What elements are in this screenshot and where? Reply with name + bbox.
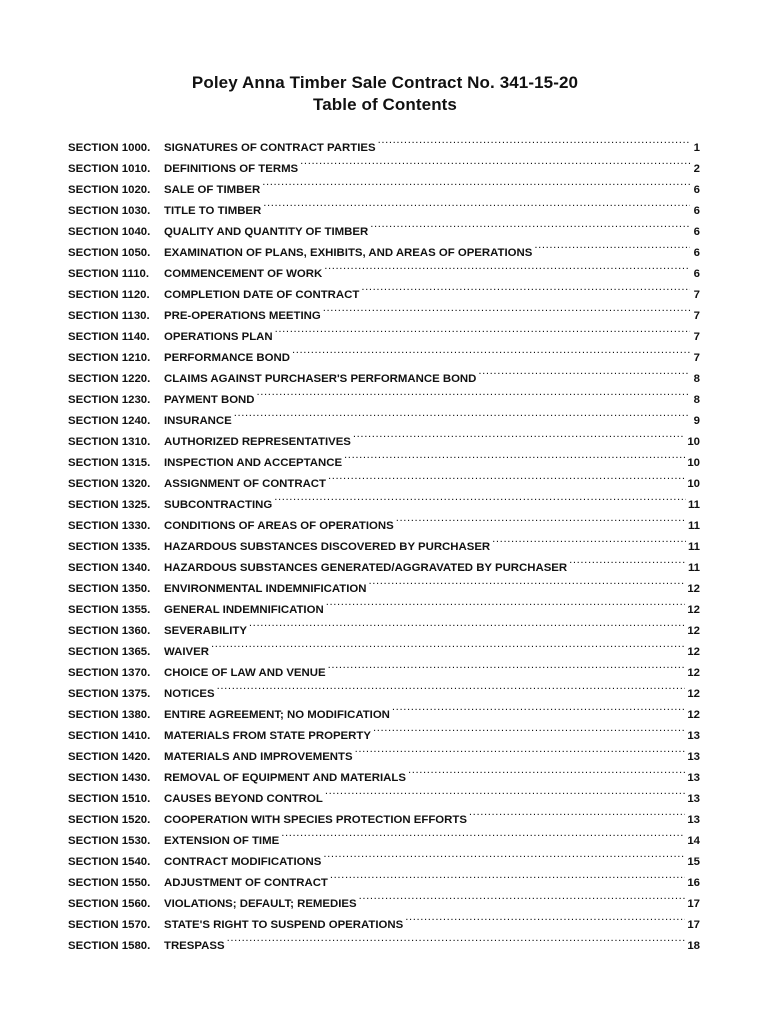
toc-section-title: MATERIALS AND IMPROVEMENTS — [164, 751, 353, 763]
toc-page-number: 7 — [693, 331, 700, 343]
table-of-contents — [68, 130, 700, 952]
toc-dot-leader — [274, 487, 686, 508]
toc-section-title: PAYMENT BOND — [164, 394, 255, 406]
toc-section-number: SECTION 1370. — [68, 667, 151, 679]
toc-section-number: SECTION 1340. — [68, 562, 151, 574]
toc-page-number: 6 — [693, 247, 700, 259]
toc-section-number: SECTION 1140. — [68, 331, 150, 343]
toc-section-title: DEFINITIONS OF TERMS — [164, 163, 299, 175]
toc-section-number: SECTION 1530. — [68, 835, 151, 847]
toc-section-title: GENERAL INDEMNIFICATION — [164, 604, 324, 616]
toc-page-number: 1 — [693, 142, 700, 154]
toc-page-number: 17 — [687, 919, 700, 931]
toc-section-number: SECTION 1540. — [68, 856, 151, 868]
document-title — [0, 72, 770, 116]
toc-section-title: ENTIRE AGREEMENT; NO MODIFICATION — [164, 709, 390, 721]
toc-dot-leader — [275, 319, 690, 340]
toc-dot-leader — [300, 151, 690, 172]
toc-page-number: 7 — [693, 310, 700, 322]
toc-section-number: SECTION 1130. — [68, 310, 150, 322]
toc-page-number: 13 — [687, 793, 700, 805]
toc-section-number: SECTION 1210. — [68, 352, 151, 364]
toc-section-title: CLAIMS AGAINST PURCHASER'S PERFORMANCE BOND — [164, 373, 477, 385]
toc-dot-leader — [359, 886, 686, 907]
toc-section-title: ENVIRONMENTAL INDEMNIFICATION — [164, 583, 367, 595]
toc-section-title: WAIVER — [164, 646, 209, 658]
toc-page-number: 7 — [693, 289, 700, 301]
toc-page-number: 12 — [687, 625, 700, 637]
toc-dot-leader — [534, 235, 690, 256]
toc-section-title: PERFORMANCE BOND — [164, 352, 290, 364]
toc-dot-leader — [355, 739, 686, 760]
toc-section-title: TRESPASS — [164, 940, 225, 952]
toc-section-number: SECTION 1240. — [68, 415, 151, 427]
toc-section-number: SECTION 1355. — [68, 604, 151, 616]
toc-section-number: SECTION 1420. — [68, 751, 151, 763]
toc-page-number: 6 — [693, 184, 700, 196]
toc-section-title: CONDITIONS OF AREAS OF OPERATIONS — [164, 520, 394, 532]
toc-section-title: AUTHORIZED REPRESENTATIVES — [164, 436, 351, 448]
toc-dot-leader — [249, 613, 685, 634]
toc-page-number: 7 — [693, 352, 700, 364]
toc-page-number: 13 — [687, 751, 700, 763]
toc-page-number: 13 — [687, 772, 700, 784]
toc-entry[interactable] — [68, 130, 700, 154]
contract-title: Poley Anna Timber Sale Contract No. 341-15-20 — [191, 73, 579, 92]
toc-section-title: MATERIALS FROM STATE PROPERTY — [164, 730, 371, 742]
toc-page-number: 17 — [687, 898, 700, 910]
toc-section-title: CHOICE OF LAW AND VENUE — [164, 667, 326, 679]
toc-page-number: 2 — [693, 163, 700, 175]
toc-dot-leader — [325, 781, 685, 802]
toc-page-number: 12 — [687, 667, 700, 679]
toc-dot-leader — [492, 529, 686, 550]
toc-section-title: HAZARDOUS SUBSTANCES DISCOVERED BY PURCHASER — [164, 541, 491, 553]
toc-page-number: 8 — [693, 373, 700, 385]
toc-section-number: SECTION 1050. — [68, 247, 151, 259]
toc-section-title: OPERATIONS PLAN — [164, 331, 273, 343]
toc-dot-leader — [408, 760, 685, 781]
toc-dot-leader — [328, 655, 686, 676]
toc-section-number: SECTION 1020. — [68, 184, 151, 196]
toc-section-number: SECTION 1000. — [68, 142, 151, 154]
toc-section-title: SEVERABILITY — [164, 625, 247, 637]
toc-dot-leader — [396, 508, 686, 529]
toc-page-number: 12 — [687, 583, 700, 595]
toc-section-title: CONTRACT MODIFICATIONS — [164, 856, 322, 868]
toc-section-number: SECTION 1430. — [68, 772, 151, 784]
toc-section-title: ADJUSTMENT OF CONTRACT — [164, 877, 328, 889]
toc-section-number: SECTION 1320. — [68, 478, 151, 490]
toc-section-number: SECTION 1030. — [68, 205, 151, 217]
toc-section-title: COMPLETION DATE OF CONTRACT — [164, 289, 360, 301]
toc-section-number: SECTION 1520. — [68, 814, 151, 826]
toc-section-title: SIGNATURES OF CONTRACT PARTIES — [164, 142, 376, 154]
toc-section-title: EXAMINATION OF PLANS, EXHIBITS, AND AREAS OF OPERATIONS — [164, 247, 533, 259]
toc-section-number: SECTION 1330. — [68, 520, 151, 532]
toc-page-number: 12 — [687, 646, 700, 658]
toc-page-number: 14 — [687, 835, 700, 847]
toc-section-number: SECTION 1010. — [68, 163, 151, 175]
toc-section-title: VIOLATIONS; DEFAULT; REMEDIES — [164, 898, 357, 910]
toc-section-title: STATE'S RIGHT TO SUSPEND OPERATIONS — [164, 919, 404, 931]
toc-dot-leader — [281, 823, 685, 844]
toc-page-number: 11 — [687, 562, 700, 574]
toc-dot-leader — [469, 802, 685, 823]
toc-section-number: SECTION 1360. — [68, 625, 151, 637]
toc-section-number: SECTION 1315. — [68, 457, 151, 469]
toc-section-title: REMOVAL OF EQUIPMENT AND MATERIALS — [164, 772, 406, 784]
toc-section-number: SECTION 1550. — [68, 877, 151, 889]
toc-dot-leader — [324, 256, 690, 277]
toc-section-title: INSPECTION AND ACCEPTANCE — [164, 457, 343, 469]
toc-page-number: 13 — [687, 730, 700, 742]
toc-dot-leader — [211, 634, 685, 655]
toc-dot-leader — [405, 907, 685, 928]
toc-page-number: 8 — [693, 394, 700, 406]
toc-section-title: HAZARDOUS SUBSTANCES GENERATED/AGGRAVATED BY PURCHASER — [164, 562, 568, 574]
toc-section-number: SECTION 1365. — [68, 646, 151, 658]
toc-section-title: ASSIGNMENT OF CONTRACT — [164, 478, 326, 490]
toc-page-number: 6 — [693, 268, 700, 280]
toc-page-number: 9 — [693, 415, 700, 427]
toc-dot-leader — [373, 718, 685, 739]
toc-section-number: SECTION 1350. — [68, 583, 151, 595]
toc-section-number: SECTION 1325. — [68, 499, 151, 511]
toc-dot-leader — [330, 865, 685, 886]
toc-section-title: SUBCONTRACTING — [164, 499, 273, 511]
toc-section-number: SECTION 1570. — [68, 919, 151, 931]
toc-dot-leader — [478, 361, 690, 382]
toc-section-title: INSURANCE — [164, 415, 232, 427]
toc-dot-leader — [292, 340, 690, 361]
toc-section-number: SECTION 1560. — [68, 898, 151, 910]
toc-section-number: SECTION 1120. — [68, 289, 150, 301]
toc-page-number: 13 — [687, 814, 700, 826]
toc-dot-leader — [323, 844, 685, 865]
toc-dot-leader — [370, 214, 690, 235]
toc-page-number: 12 — [687, 709, 700, 721]
toc-dot-leader — [257, 382, 690, 403]
toc-section-title: EXTENSION OF TIME — [164, 835, 280, 847]
toc-dot-leader — [227, 928, 686, 949]
toc-section-number: SECTION 1040. — [68, 226, 151, 238]
toc-page-number: 12 — [687, 604, 700, 616]
toc-dot-leader — [328, 466, 685, 487]
toc-section-title: NOTICES — [164, 688, 215, 700]
toc-dot-leader — [234, 403, 690, 424]
toc-section-title: COOPERATION WITH SPECIES PROTECTION EFFORTS — [164, 814, 467, 826]
toc-section-number: SECTION 1375. — [68, 688, 151, 700]
toc-dot-leader — [217, 676, 686, 697]
toc-page-number: 11 — [687, 541, 700, 553]
toc-section-title: QUALITY AND QUANTITY OF TIMBER — [164, 226, 369, 238]
toc-section-number: SECTION 1310. — [68, 436, 151, 448]
toc-page-number: 15 — [687, 856, 700, 868]
toc-section-number: SECTION 1110. — [68, 268, 150, 280]
toc-section-number: SECTION 1380. — [68, 709, 151, 721]
toc-page-number: 11 — [687, 499, 700, 511]
toc-page-number: 10 — [687, 478, 700, 490]
toc-page-number: 12 — [687, 688, 700, 700]
toc-dot-leader — [262, 172, 690, 193]
toc-page-number: 6 — [693, 205, 700, 217]
toc-section-title: TITLE TO TIMBER — [164, 205, 262, 217]
toc-section-number: SECTION 1580. — [68, 940, 151, 952]
toc-page-number: 18 — [687, 940, 700, 952]
toc-section-number: SECTION 1230. — [68, 394, 151, 406]
toc-section-number: SECTION 1335. — [68, 541, 151, 553]
toc-section-number: SECTION 1220. — [68, 373, 151, 385]
toc-dot-leader — [361, 277, 690, 298]
toc-dot-leader — [392, 697, 685, 718]
toc-section-title: CAUSES BEYOND CONTROL — [164, 793, 323, 805]
toc-dot-leader — [369, 571, 686, 592]
toc-dot-leader — [323, 298, 690, 319]
toc-dot-leader — [344, 445, 685, 466]
toc-page-number: 6 — [693, 226, 700, 238]
toc-page-number: 10 — [687, 436, 700, 448]
toc-dot-leader — [353, 424, 685, 445]
toc-dot-leader — [326, 592, 686, 613]
toc-section-number: SECTION 1410. — [68, 730, 151, 742]
toc-section-title: SALE OF TIMBER — [164, 184, 261, 196]
toc-section-title: PRE-OPERATIONS MEETING — [164, 310, 321, 322]
toc-page-number: 16 — [687, 877, 700, 889]
toc-dot-leader — [569, 550, 686, 571]
toc-section-title: COMMENCEMENT OF WORK — [164, 268, 323, 280]
toc-heading: Table of Contents — [313, 95, 457, 114]
toc-page-number: 11 — [687, 520, 700, 532]
toc-section-number: SECTION 1510. — [68, 793, 151, 805]
toc-page-number: 10 — [687, 457, 700, 469]
toc-dot-leader — [263, 193, 690, 214]
toc-dot-leader — [378, 130, 690, 151]
